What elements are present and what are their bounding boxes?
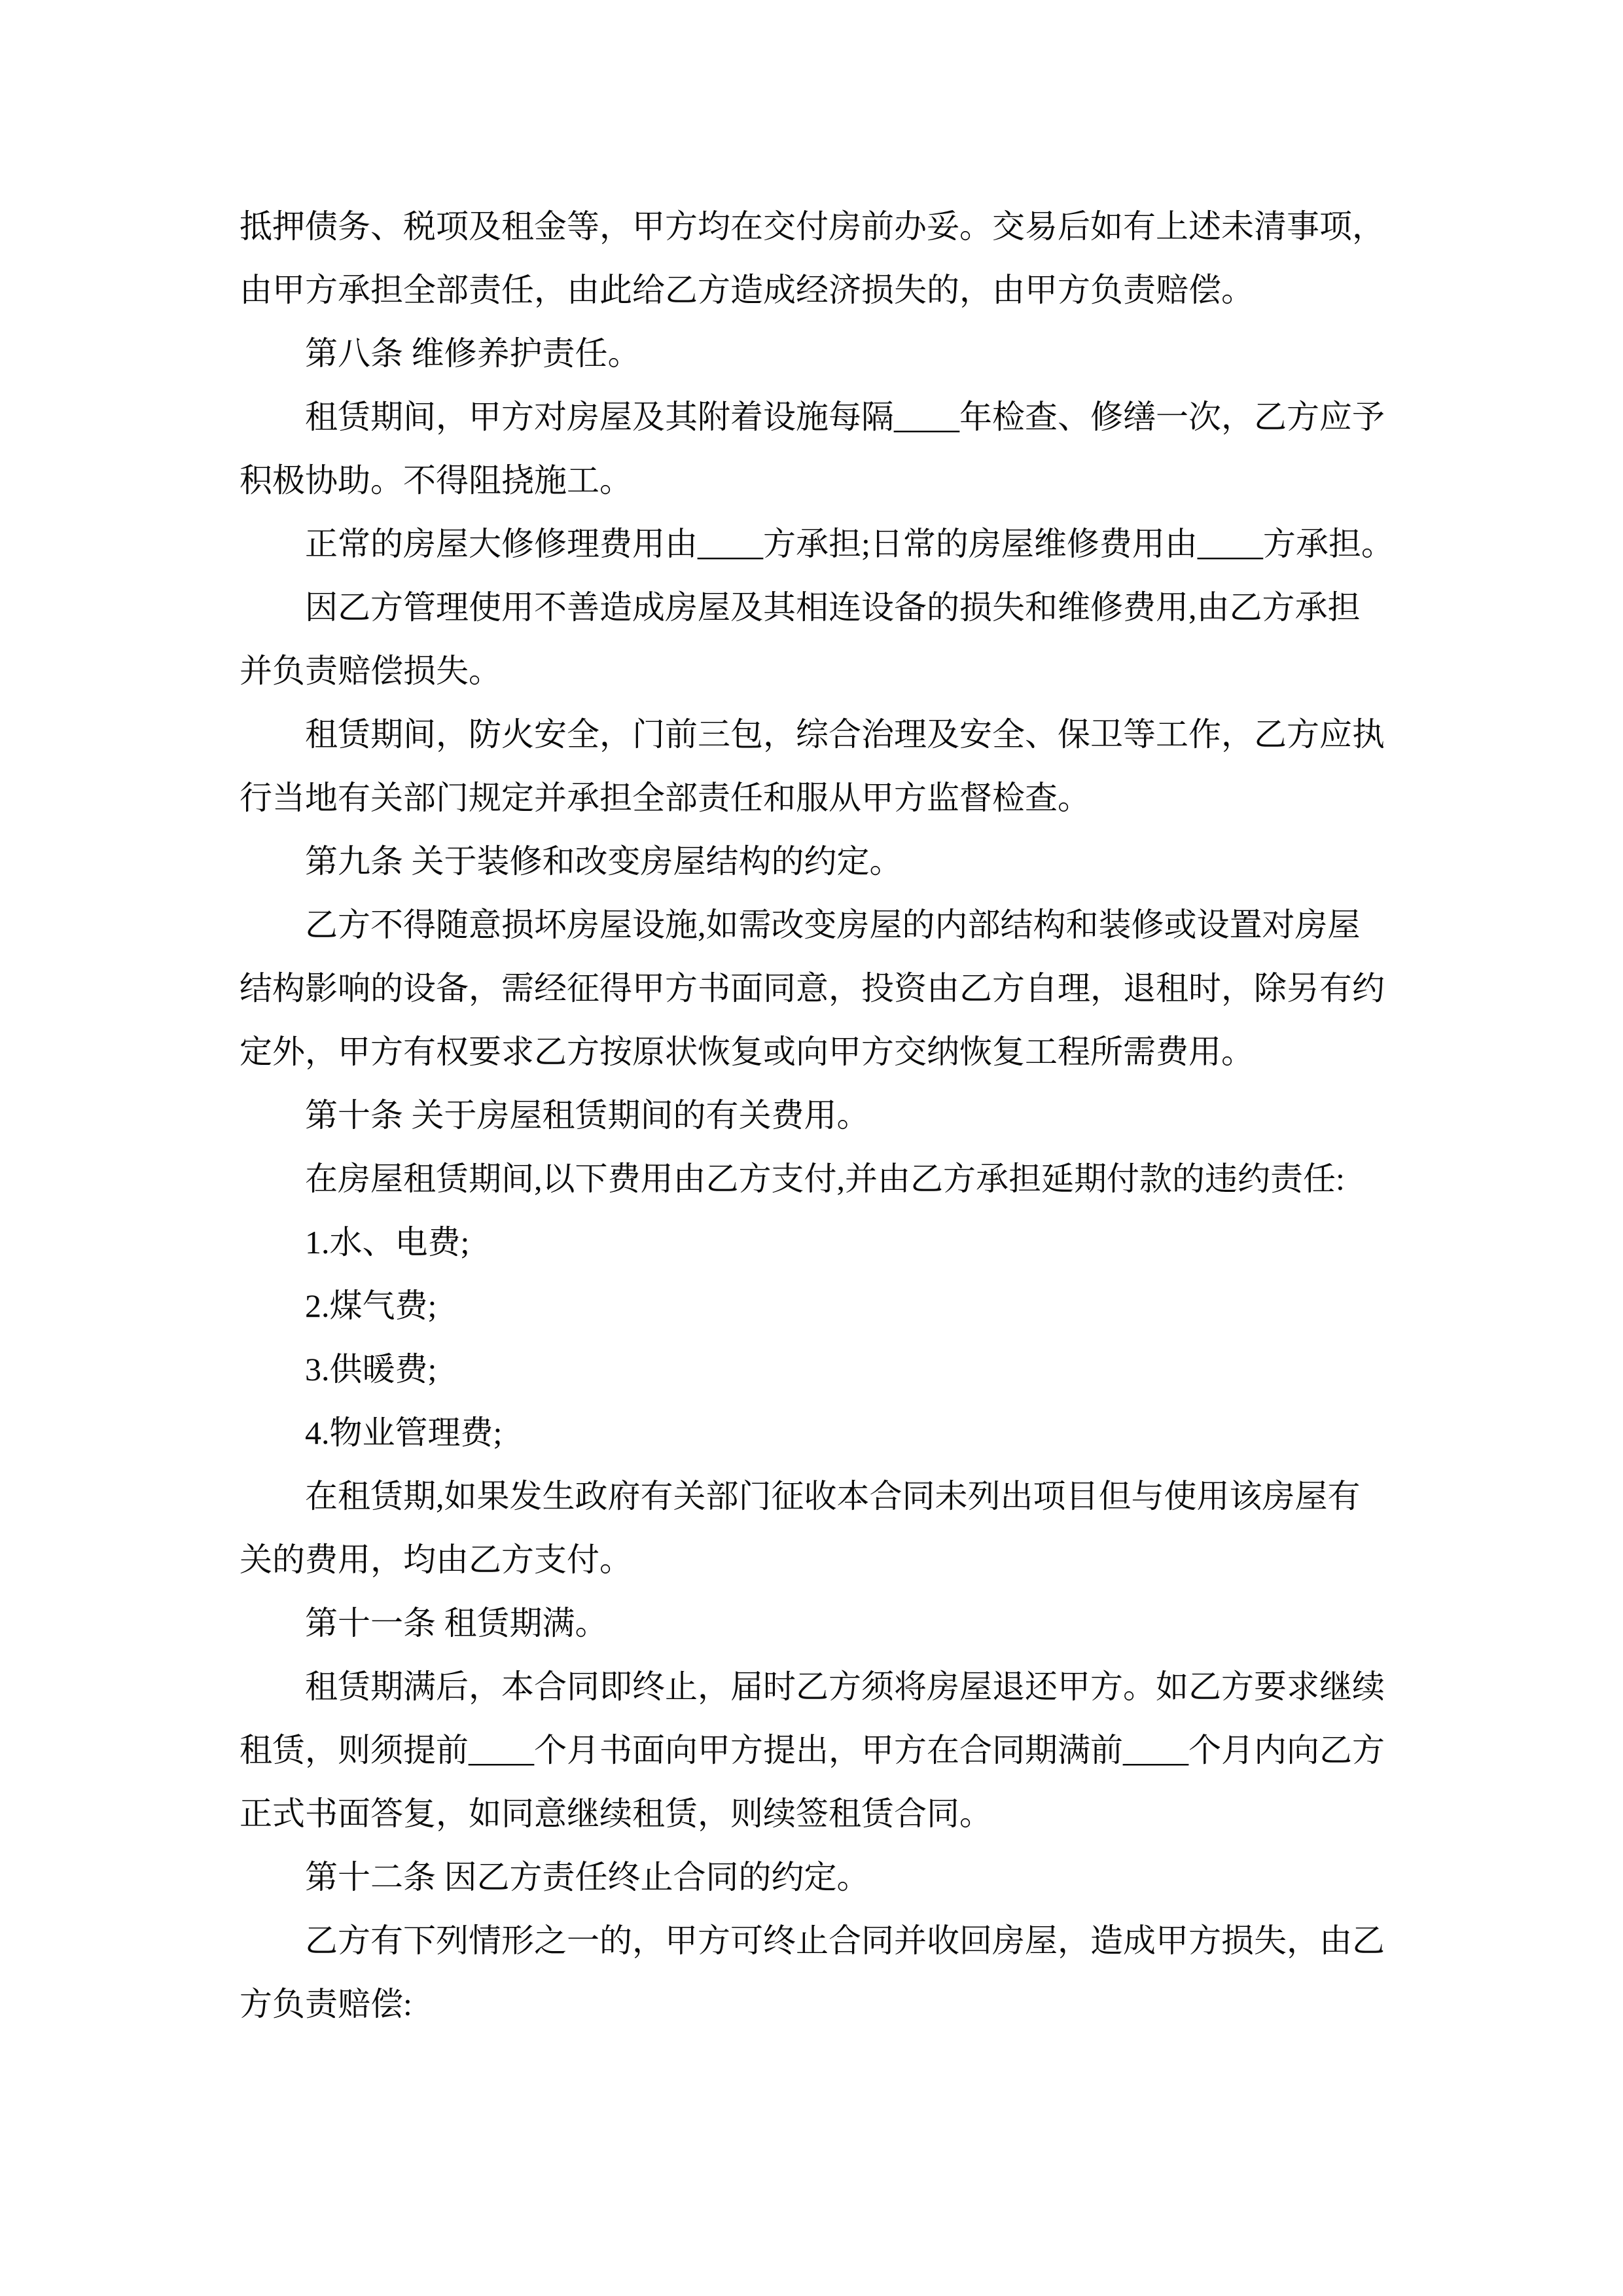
text-line: 乙方不得随意损坏房屋设施,如需改变房屋的内部结构和装修或设置对房屋	[305, 906, 1361, 943]
text-line: 在租赁期,如果发生政府有关部门征收本合同未列出项目但与使用该房屋有	[305, 1478, 1361, 1515]
text-line: 租赁，则须提前____个月书面向甲方提出，甲方在合同期满前____个月内向乙方	[240, 1732, 1385, 1768]
text-line: 第九条 关于装修和改变房屋结构的约定。	[305, 843, 902, 880]
text-line: 方负责赔偿:	[240, 1986, 412, 2022]
text-line: 第八条 维修养护责任。	[305, 335, 641, 372]
text-line: 行当地有关部门规定并承担全部责任和服从甲方监督检查。	[240, 780, 1090, 816]
text-line: 积极协助。不得阻挠施工。	[240, 462, 632, 499]
text-line: 并负责赔偿损失。	[240, 653, 501, 689]
text-line: 关的费用，均由乙方支付。	[240, 1541, 632, 1578]
text-line: 乙方有下列情形之一的，甲方可终止合同并收回房屋，造成甲方损失，由乙	[305, 1922, 1385, 1959]
text-line: 结构影响的设备，需经征得甲方书面同意，投资由乙方自理，退租时，除另有约	[240, 970, 1385, 1007]
text-line: 在房屋租赁期间,以下费用由乙方支付,并由乙方承担延期付款的违约责任:	[305, 1160, 1345, 1197]
text-line: 由甲方承担全部责任，由此给乙方造成经济损失的，由甲方负责赔偿。	[240, 272, 1254, 308]
text-line: 因乙方管理使用不善造成房屋及其相连设备的损失和维修费用,由乙方承担	[305, 589, 1361, 626]
text-line: 定外，甲方有权要求乙方按原状恢复或向甲方交纳恢复工程所需费用。	[240, 1033, 1254, 1070]
text-line: 4.物业管理费;	[305, 1414, 503, 1451]
text-line: 租赁期间，甲方对房屋及其附着设施每隔____年检查、修缮一次，乙方应予	[305, 399, 1385, 435]
text-line: 第十条 关于房屋租赁期间的有关费用。	[305, 1097, 870, 1134]
text-line: 1.水、电费;	[305, 1224, 470, 1261]
text-line: 3.供暖费;	[305, 1351, 437, 1388]
text-line: 租赁期满后，本合同即终止，届时乙方须将房屋退还甲方。如乙方要求继续	[305, 1668, 1385, 1705]
text-line: 正常的房屋大修修理费用由____方承担;日常的房屋维修费用由____方承担。	[305, 526, 1394, 562]
contract-text-block	[240, 195, 1394, 2036]
text-line: 租赁期间，防火安全，门前三包，综合治理及安全、保卫等工作，乙方应执	[305, 716, 1385, 753]
text-line: 2.煤气费;	[305, 1287, 437, 1324]
text-line: 正式书面答复，如同意继续租赁，则续签租赁合同。	[240, 1795, 992, 1832]
text-line: 第十二条 因乙方责任终止合同的约定。	[305, 1859, 870, 1895]
text-line: 第十一条 租赁期满。	[305, 1605, 608, 1641]
text-line: 抵押债务、税项及租金等，甲方均在交付房前办妥。交易后如有上述未清事项，	[240, 208, 1385, 245]
